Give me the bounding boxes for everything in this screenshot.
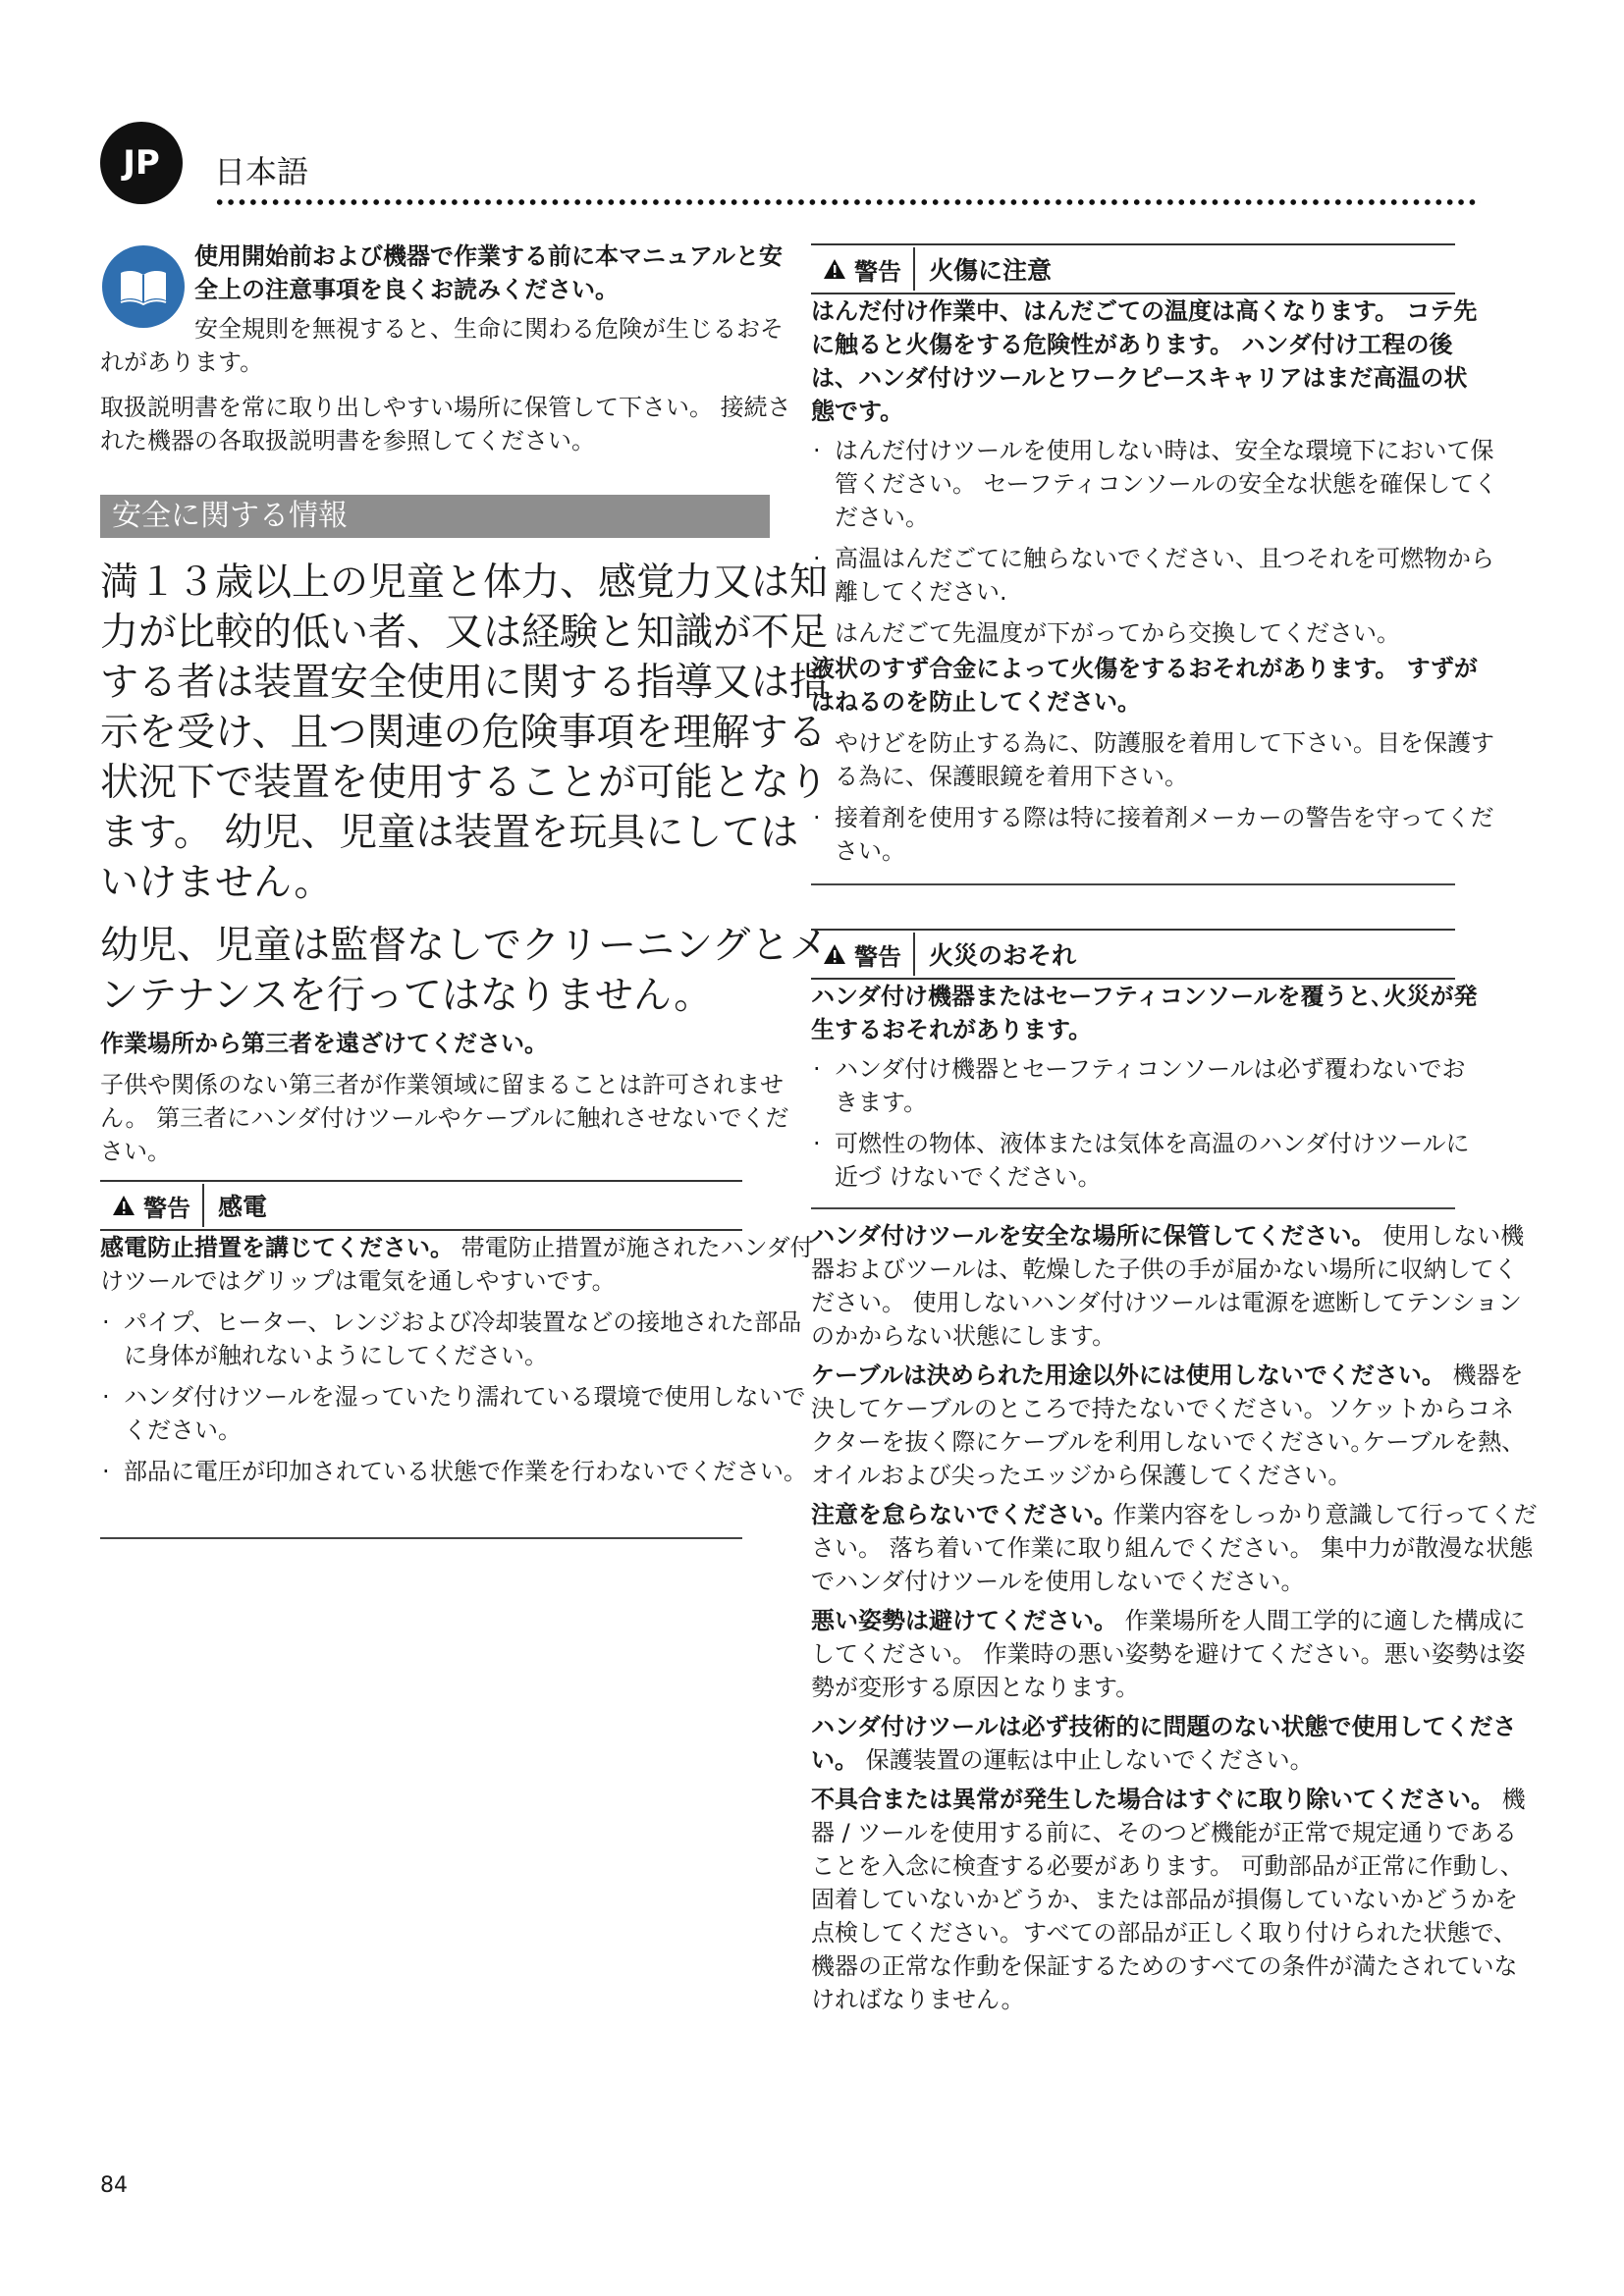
warning-fire-header	[811, 929, 1455, 980]
safety-rules	[811, 1219, 1538, 2022]
warning-fire-list	[811, 1052, 1479, 1201]
warning-electric-lead-text: 帯電防止措置が施されたハンダ付けツールではグリップは電気を通しやすいです。	[100, 1234, 814, 1295]
list-item: · はんだ付けツールを使用しない時は、安全な環境下において保管ください。 セーフティコンソールの安全な状態を確保してください。	[811, 434, 1498, 534]
warning-electric-title: 感電	[218, 1193, 268, 1221]
language-badge	[100, 122, 183, 204]
rule-heading: 注意を怠らないでください｡	[811, 1501, 1106, 1528]
rule-cable	[811, 1359, 1538, 1492]
rule-defects	[811, 1783, 1538, 2016]
list-item: · パイプ、ヒーター、レンジおよび冷却装置などの接地された部品に身体が触れないようにしてください。	[100, 1306, 817, 1372]
dotted-divider	[214, 196, 1481, 208]
rule-storage	[811, 1219, 1538, 1353]
warning-fire-lead: ハンダ付け機器またはセーフティコンソールを覆うと､火災が発生するおそれがあります。	[811, 983, 1478, 1043]
list-item: · 部品に電圧が印加されている状態で作業を行わないでください。	[100, 1455, 817, 1488]
warning-label: 警告	[854, 257, 901, 286]
children-usage-paragraph: 満１３歳以上の児童と体力、感覚力又は知力が比較的低い者、又は経験と知識が不足する者は装置安全使用に関する指導又は指示を受け、且つ関連の危険事項を理解する状況下で装置を使用することが可能となります。 幼児、児童は装置を玩具にしてはいけません。	[100, 561, 829, 905]
rule-condition	[811, 1710, 1538, 1777]
third-party-text: 子供や関係のない第三者が作業領域に留まることは許可されません。 第三者にハンダ付けツールやケーブルに触れさせないでください。	[100, 1071, 789, 1165]
third-party-heading: 作業場所から第三者を遠ざけてください。	[100, 1030, 548, 1057]
warning-triangle-icon	[112, 1195, 135, 1216]
warning-burn-lead-2: 液状のすず合金によって火傷をするおそれがあります。 すずがはねるのを防止してください。	[811, 655, 1478, 716]
rule-text: 保護装置の運転は中止しないでください。	[858, 1746, 1314, 1774]
children-cleaning-paragraph: 幼児、児童は監督なしでクリーニングとメンテナンスを行ってはなりません。	[100, 924, 829, 1018]
warning-burn-list	[811, 434, 1498, 658]
page-number: 84	[100, 2173, 128, 2198]
list-item: · はんだごて先温度が下がってから交換してください。	[811, 616, 1498, 650]
warning-fire-title: 火災のおそれ	[929, 941, 1077, 970]
warning-tag	[811, 933, 915, 976]
warning-burn-end-rule	[811, 883, 1455, 885]
rule-heading: ケーブルは決められた用途以外には使用しないでください。	[811, 1362, 1445, 1389]
rule-heading: 悪い姿勢は避けてください。	[811, 1607, 1117, 1634]
warning-triangle-icon	[823, 258, 846, 280]
warning-electric-header	[100, 1180, 742, 1231]
warning-label: 警告	[143, 1194, 190, 1222]
warning-electric-lead-bold: 感電防止措置を講じてください。	[100, 1234, 454, 1261]
intro-danger-text: 安全規則を無視すると、生命に関わる危険が生じるおそれがあります。	[100, 315, 784, 376]
rule-text: 使用しない機器およびツールは、乾燥した子供の手が届かない場所に収納してください。 使用しないハンダ付けツールは電源を遮断してテンションのかからない状態にします。	[811, 1222, 1525, 1350]
warning-burn-lead: はんだ付け作業中、はんだごての温度は高くなります。 コテ先に触ると火傷をする危険性があります。 ハンダ付け工程の後は、ハンダ付けツールとワークピースキャリアはまだ高温の状 態です。	[811, 297, 1478, 425]
warning-electric-end-rule	[100, 1537, 742, 1539]
list-item: · ハンダ付けツールを湿っていたり濡れている環境で使用しないでください。	[100, 1380, 817, 1447]
warning-burn-list-2	[811, 726, 1498, 876]
language-code: JP	[123, 143, 160, 183]
warning-triangle-icon	[823, 943, 846, 965]
list-item: · 接着剤を使用する際は特に接着剤メーカーの警告を守ってください。	[811, 801, 1498, 868]
section-title: 安全に関する情報	[100, 495, 770, 538]
list-item: · ハンダ付け機器とセーフティコンソールは必ず覆わないでおきます。	[811, 1052, 1479, 1119]
warning-tag	[100, 1184, 204, 1227]
warning-burn-header	[811, 243, 1455, 294]
list-item: · 高温はんだごてに触らないでください、且つそれを可燃物から離してください.	[811, 542, 1498, 609]
list-item: · やけどを防止する為に、防護服を着用して下さい。目を保護する為に、保護眼鏡を着用下さい。	[811, 726, 1498, 793]
intro-keep-manual-text: 取扱説明書を常に取り出しやすい場所に保管して下さい。 接続された機器の各取扱説明書を参照してください。	[100, 394, 791, 454]
warning-burn-title: 火傷に注意	[929, 256, 1053, 285]
rule-heading: 不具合または異常が発生した場合はすぐに取り除いてください。	[811, 1786, 1494, 1813]
rule-text: 機器 / ツールを使用する前に、そのつど機能が正常で規定通りであることを入念に検査する必要があります。 可動部品が正常に作動し、固着していないかどうか、または部品が損傷していないかどうかを点検してください。すべての部品が正しく取り付けられた状態で、機器の正常な作動を保証するためのすべての条件が満たされていなければなりません。	[811, 1786, 1526, 2013]
warning-fire-end-rule	[811, 1207, 1455, 1209]
warning-label: 警告	[854, 942, 901, 971]
rule-attention	[811, 1498, 1538, 1598]
rule-text: 作業内容をしっかり意識して行ってください。 落ち着いて作業に取り組んでください。 集中力が散漫な状態でハンダ付けツールを使用しないでください。	[811, 1501, 1538, 1595]
warning-electric-lead	[100, 1231, 817, 1298]
rule-heading: ハンダ付けツールを安全な場所に保管してください。	[811, 1222, 1376, 1250]
language-title: 日本語	[214, 153, 309, 190]
warning-tag	[811, 247, 915, 291]
rule-heading: ハンダ付けツールは必ず技術的に問題のない状態で使用してください。	[811, 1713, 1517, 1774]
rule-text: 機器を決してケーブルのところで持たないでください。ソケットからコネクターを抜く際にケーブルを利用しないでください｡ケーブルを熱、オイルおよび尖ったエッジから保護してください。	[811, 1362, 1526, 1489]
rule-posture	[811, 1604, 1538, 1704]
warning-electric-list	[100, 1306, 817, 1496]
intro-read-manual: 使用開始前および機器で作業する前に本マニュアルと安全上の注意事項を良くお読みください。	[194, 242, 784, 303]
rule-text: 作業場所を人間工学的に適した構成にしてください。 作業時の悪い姿勢を避けてください。悪い姿勢は姿勢が変形する原因となります。	[811, 1607, 1526, 1701]
list-item: · 可燃性の物体、液体または気体を高温のハンダ付けツールに近づ けないでください。	[811, 1127, 1479, 1194]
